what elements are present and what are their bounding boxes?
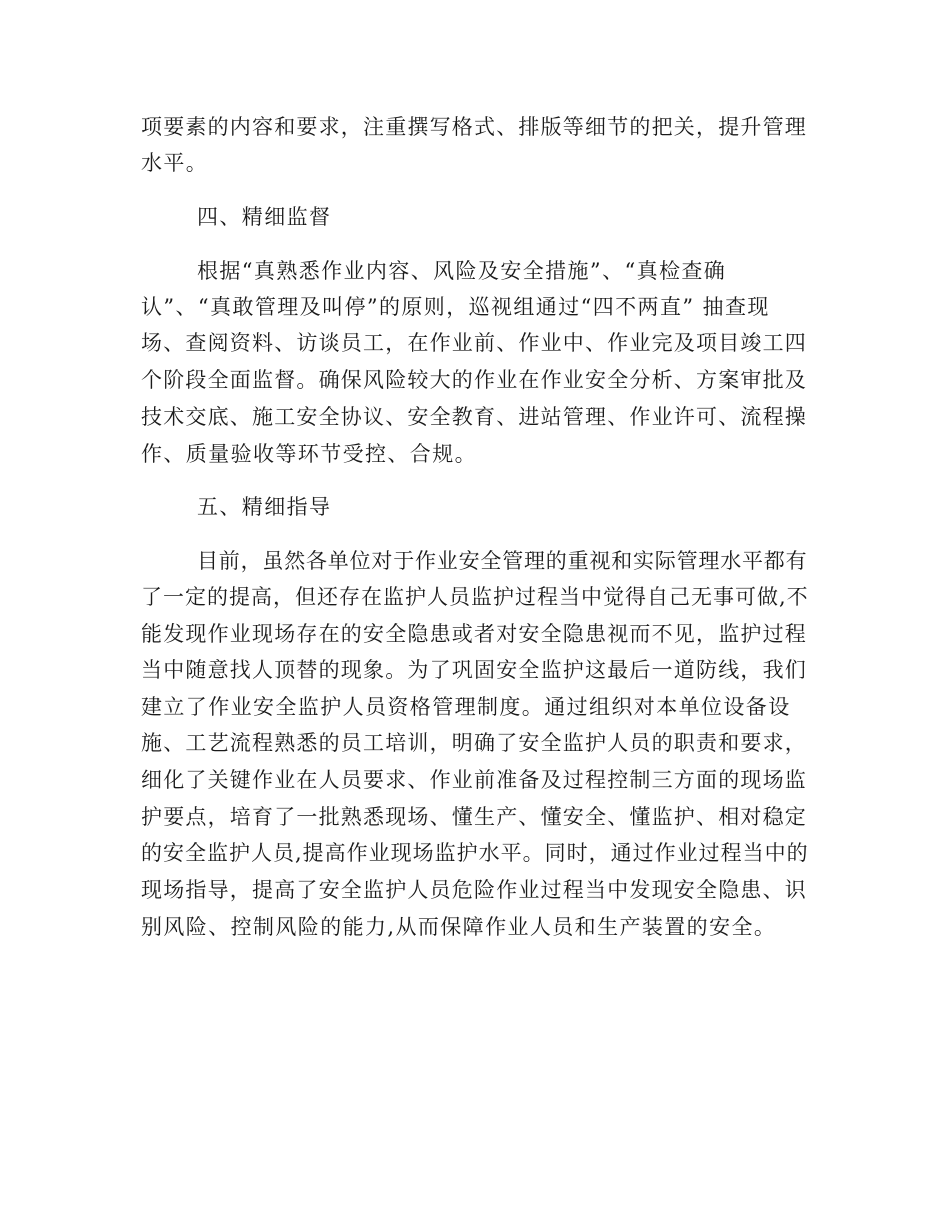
paragraph-line: 作、质量验收等环节受控、合规。: [141, 442, 477, 466]
paragraph-line: 建立了作业安全监护人员资格管理制度。通过组织对本单位设备设: [141, 695, 791, 719]
paragraph-line: 认”、“真敢管理及叫停”的原则，巡视组通过“四不两直” 抽查现: [141, 295, 770, 319]
paragraph-line: 能发现作业现场存在的安全隐患或者对安全隐患视而不见，监护过程: [141, 622, 807, 646]
paragraph-line: 个阶段全面监督。确保风险较大的作业在作业安全分析、方案审批及: [141, 368, 807, 392]
paragraph-line: 根据“真熟悉作业内容、风险及安全措施”、“真检查确: [197, 259, 727, 283]
paragraph-line: 项要素的内容和要求，注重撰写格式、排版等细节的把关，提升管理: [141, 115, 807, 139]
paragraph-line: 护要点，培育了一批熟悉现场、懂生产、懂安全、懂监护、相对稳定: [141, 805, 807, 829]
paragraph-line: 场、查阅资料、访谈员工，在作业前、作业中、作业完及项目竣工四: [141, 331, 807, 355]
section-heading-guidance: 五、精细指导: [197, 495, 332, 519]
paragraph-line: 水平。: [141, 151, 209, 175]
paragraph-line: 当中随意找人顶替的现象。为了巩固安全监护这最后一道防线，我们: [141, 658, 807, 682]
paragraph-line: 细化了关键作业在人员要求、作业前准备及过程控制三方面的现场监: [141, 768, 807, 792]
paragraph-line: 施、工艺流程熟悉的员工培训，明确了安全监护人员的职责和要求，: [141, 731, 807, 755]
paragraph-line: 技术交底、施工安全协议、安全教育、进站管理、作业许可、流程操: [141, 405, 807, 429]
paragraph-line: 别风险、控制风险的能力,从而保障作业人员和生产装置的安全。: [141, 915, 777, 939]
section-heading-supervision: 四、精细监督: [197, 205, 332, 229]
paragraph-line: 的安全监护人员,提高作业现场监护水平。同时，通过作业过程当中的: [141, 841, 809, 865]
paragraph-line: 目前，虽然各单位对于作业安全管理的重视和实际管理水平都有: [197, 549, 808, 573]
paragraph-line: 现场指导，提高了安全监护人员危险作业过程当中发现安全隐患、识: [141, 878, 807, 902]
paragraph-line: 了一定的提高，但还存在监护人员监护过程当中觉得自己无事可做,不: [141, 585, 809, 609]
